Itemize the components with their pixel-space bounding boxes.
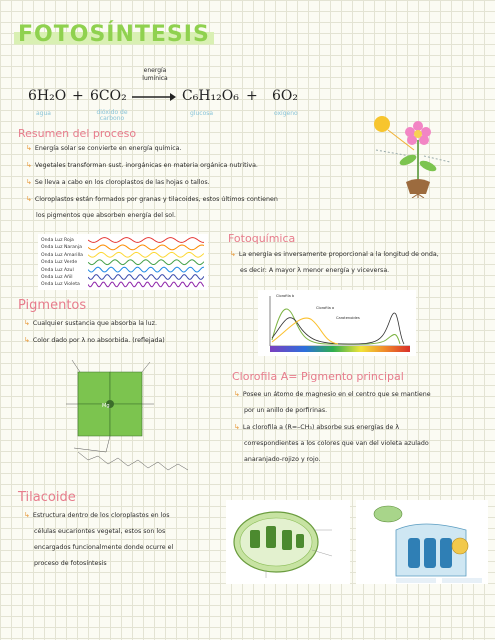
list-item [26, 211, 356, 221]
equation [28, 66, 318, 126]
list-item [234, 406, 490, 416]
product-glucose: C₆H₁₂O₆ [182, 88, 239, 104]
wave-line [88, 282, 204, 287]
fotoquimica-line-1: La energía es inversamente proporcional a la longitud de onda, [238, 251, 439, 258]
pigmentos-item-1: Cualquier sustancia que absorba la luz. [32, 320, 157, 327]
series-label: Clorofila a [316, 306, 335, 310]
bullet-arrow-icon: ↳ [26, 144, 32, 152]
tilacoide-line [24, 510, 220, 521]
clorofila-item-5: anaranjado-rojizo y rojo. [244, 456, 321, 463]
tilacoide-line-3: encargados funcionalmente donde ocurre el [34, 544, 174, 551]
bullet-arrow-icon: ↳ [26, 161, 32, 169]
fotoquimica-line [230, 249, 492, 260]
absorption-chart [258, 290, 416, 356]
bullet-arrow-icon: ↳ [24, 336, 30, 344]
chlorophyll-molecule [50, 352, 210, 480]
page-title: FOTOSÍNTESIS [14, 22, 214, 47]
resumen-item-2: Vegetales transforman sust. inorgánicas en materia orgánica nutritiva. [34, 162, 258, 169]
reaction-arrow-icon [132, 92, 176, 102]
wave-line [88, 238, 204, 243]
tilacoide-heading: Tilacoide [18, 490, 76, 505]
wave-line [88, 252, 204, 257]
list-item [234, 422, 490, 433]
list-item [234, 439, 490, 449]
list-item [234, 389, 490, 400]
tilacoide-line [24, 559, 220, 569]
wave-label: Onda Luz Amarilla [41, 252, 83, 258]
bullet-arrow-icon: ↳ [234, 423, 240, 431]
light-waves-figure [38, 234, 208, 290]
wave-label: Onda Luz Roja [41, 238, 74, 243]
fotoquimica-heading: Fotoquímica [228, 232, 296, 245]
tilacoide-line [24, 543, 220, 553]
clorofila-item-4: correspondientes a los colores que van del violeta azulado [244, 440, 429, 447]
resumen-item-5: los pigmentos que absorben energía del sol. [36, 212, 176, 219]
wave-label: Onda Luz Naranja [41, 245, 82, 251]
tilacoide-text [24, 510, 220, 569]
resumen-list [26, 143, 356, 221]
list-item [24, 318, 234, 329]
list-item [26, 143, 356, 154]
bullet-arrow-icon: ↳ [234, 390, 240, 398]
svg-text:Mg: Mg [102, 403, 110, 409]
arrow-label: energía lumínica [142, 67, 168, 82]
resumen-item-3: Se lleva a cabo en los cloroplastos de las hojas o tallos. [34, 179, 210, 186]
resumen-heading: Resumen del proceso [18, 127, 137, 140]
list-item [26, 177, 356, 188]
clorofila-item-2: por un anillo de porfirinas. [244, 407, 328, 414]
wave-line [88, 267, 204, 272]
bullet-arrow-icon: ↳ [26, 195, 32, 203]
wave-line [88, 245, 204, 250]
bullet-arrow-icon: ↳ [24, 319, 30, 327]
bullet-arrow-icon: ↳ [26, 178, 32, 186]
clorofila-list [234, 389, 490, 465]
tilacoide-line-2: células eucariontes vegetal, estos son los [34, 528, 166, 535]
resumen-item-1: Energía solar se convierte en energía química. [34, 145, 182, 152]
reactant-water: 6H₂O [28, 88, 67, 104]
tilacoide-line-4: proceso de fotosíntesis [34, 560, 107, 567]
fotoquimica-line [230, 266, 492, 276]
list-item [26, 160, 356, 171]
plus-sign-2: + [246, 88, 258, 104]
waves-svg [88, 236, 204, 288]
plus-sign: + [72, 88, 84, 104]
pigmentos-item-2: Color dado por λ no absorbida. (reflejada) [32, 337, 165, 344]
tilacoide-line-1: Estructura dentro de los cloroplastos en los [32, 512, 170, 519]
wave-line [88, 275, 204, 280]
product-oxygen: 6O₂ [272, 88, 298, 104]
label-co2: dióxido de carbono [96, 109, 128, 122]
bullet-arrow-icon: ↳ [230, 250, 236, 258]
resumen-item-4: Cloroplastos están formados por granas y tilacoides, estos últimos contienen [34, 196, 278, 203]
wave-label: Onda Luz Verde [41, 260, 78, 266]
clorofila-item-1: Posee un átomo de magnesio en el centro que se mantiene [242, 391, 431, 398]
fotoquimica-text [230, 249, 492, 276]
chloroplast-illustration [226, 500, 350, 584]
wave-label: Onda Luz Violeta [41, 282, 80, 288]
wave-line [88, 260, 204, 265]
wave-label: Onda Luz Azul [41, 267, 74, 273]
bullet-arrow-icon: ↳ [24, 511, 30, 519]
thylakoid-illustration [356, 500, 488, 584]
wave-labels [41, 237, 83, 289]
label-oxygen: oxígeno [274, 110, 298, 117]
list-item [26, 194, 356, 205]
series-label: Clorofila b [276, 294, 295, 298]
absorption-svg [258, 290, 416, 356]
list-item [24, 335, 234, 346]
pigmentos-heading: Pigmentos [18, 298, 87, 313]
tilacoide-line [24, 527, 220, 537]
pigmentos-list [24, 318, 234, 346]
list-item [234, 455, 490, 465]
clorofila-heading: Clorofila A= Pigmento principal [232, 370, 404, 383]
reactant-co2: 6CO₂ [90, 88, 127, 104]
series-label: Carotenoides [336, 316, 360, 320]
plant-illustration [366, 110, 466, 198]
fotoquimica-line-2: es decir: A mayor λ menor energía y viceversa. [240, 267, 390, 274]
label-glucose: glucosa [190, 110, 214, 117]
wave-label: Onda Luz Añil [41, 275, 73, 281]
label-water: agua [36, 110, 51, 117]
clorofila-item-3: La clorofila a (R=–CH₃) absorbe sus energías de λ [242, 424, 400, 431]
